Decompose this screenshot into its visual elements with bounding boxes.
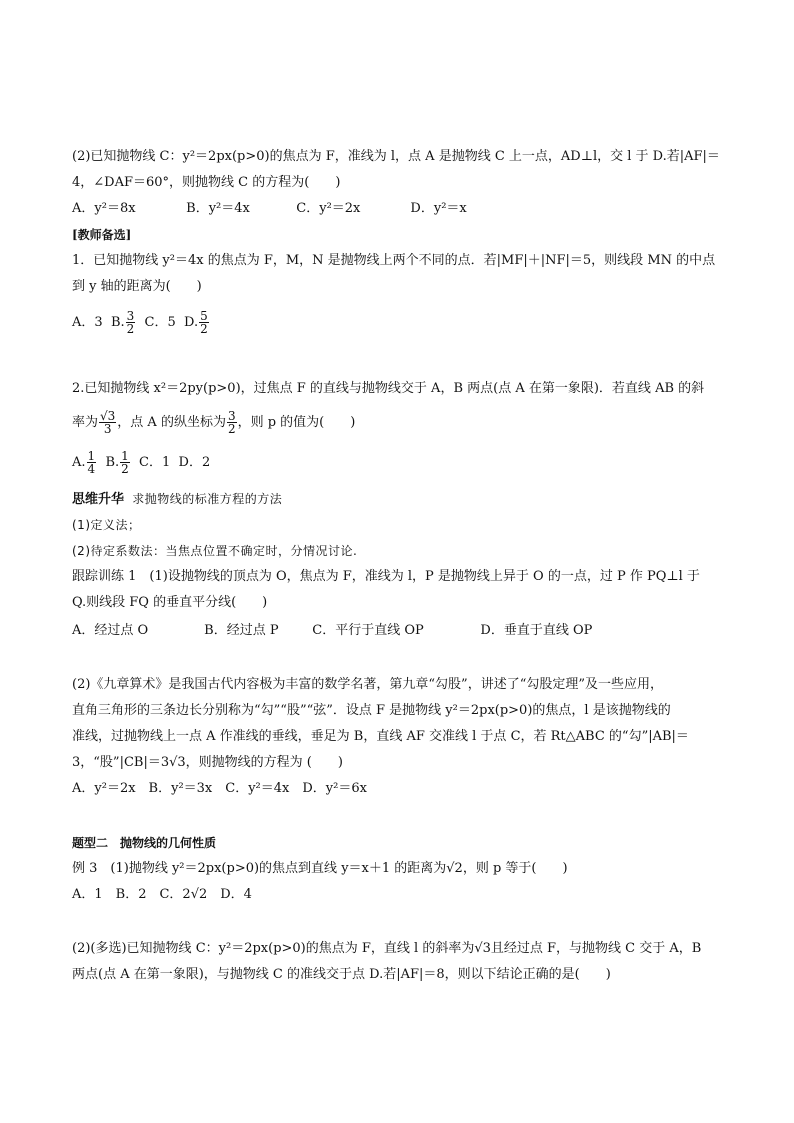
track-text-line2: Q.则线段 FQ 的垂直平分线( ) [72, 595, 268, 610]
t2-y-fraction [227, 410, 237, 435]
t1-option-b[interactable] [110, 309, 136, 336]
t2-text-line2 [72, 410, 355, 435]
t2-option-b[interactable] [105, 449, 130, 476]
t2-text-ycoord: ，点 A 的纵坐标为 [117, 415, 226, 430]
example3-q2-line1: (2)(多选)已知抛物线 C：y²＝2px(p>0)的焦点为 F，直线 l 的斜率为√3且经过点 F，与抛物线 C 交于 A，B [72, 941, 702, 956]
track-option-d[interactable]: D．垂直于直线 OP [480, 623, 593, 638]
q2-option-c[interactable]: C．y²＝2x [296, 201, 361, 216]
t2-option-a-fraction [87, 450, 97, 475]
track2-text-line1: (2)《九章算术》是我国古代内容极为丰富的数学名著，第九章“勾股”，讲述了“勾股定理”及一些应用， [72, 677, 663, 692]
q2-option-d[interactable]: D．y²＝x [410, 201, 467, 216]
fraction-numerator: 3 [227, 409, 236, 423]
fraction-denominator: 2 [200, 322, 208, 336]
q2-options [72, 200, 467, 218]
teacher-header: [教师备选] [72, 228, 132, 242]
t2-text-slope-prefix: 率为 [72, 415, 99, 430]
t1-option-b-fraction [126, 310, 136, 335]
example3-options[interactable]: A．1 B．2 C．2√2 D．4 [72, 887, 252, 902]
t2-text-line1: 2.已知抛物线 x²＝2py(p>0)，过焦点 F 的直线与抛物线交于 A，B 两点(点 A 在第一象限)．若直线 AB 的斜 [72, 381, 705, 396]
t1-option-a[interactable]: A．3 [72, 315, 103, 330]
track2-options[interactable]: A．y²＝2x B．y²＝3x C．y²＝4x D．y²＝6x [72, 781, 367, 796]
example3-q2-line2: 两点(点 A 在第一象限)，与抛物线 C 的准线交于点 D.若|AF|＝8，则以下结论正确的是( ) [72, 967, 611, 982]
t1-text-line1: 1．已知抛物线 y²＝4x 的焦点为 F，M，N 是抛物线上两个不同的点．若|MF|＋|NF|＝5，则线段 MN 的中点 [72, 253, 716, 268]
t1-option-d-prefix: D. [184, 315, 199, 330]
t2-options [72, 450, 210, 475]
fraction-denominator: 2 [126, 322, 135, 336]
track-option-b[interactable]: B．经过点 P [204, 623, 279, 638]
track-option-a[interactable]: A．经过点 O [72, 623, 149, 638]
track-text-line1: 跟踪训练 1 (1)设抛物线的顶点为 O，焦点为 F，准线为 l，P 是抛物线上异于 O 的一点，过 P 作 PQ⊥l 于 [72, 569, 700, 584]
track2-text-line4: 3，“股”|CB|＝3√3，则抛物线的方程为 ( ) [72, 755, 343, 770]
t2-option-a[interactable] [72, 449, 97, 476]
method-subtitle: 求抛物线的标准方程的方法 [132, 492, 283, 506]
example3-text: 例 3 (1)抛物线 y²＝2px(p>0)的焦点到直线 y＝x＋1 的距离为√2，则 p 等于( ) [72, 861, 568, 876]
t2-text-tail: ，则 p 的值为( ) [237, 415, 356, 430]
q2-text-line1: (2)已知抛物线 C：y²＝2px(p>0)的焦点为 F，准线为 l，点 A 是抛物线 C 上一点，AD⊥l，交 l 于 D.若|AF|＝ [72, 149, 720, 164]
fraction-numerator: 3 [126, 309, 135, 323]
q2-option-b[interactable]: B．y²＝4x [186, 201, 250, 216]
fraction-denominator: 2 [121, 462, 129, 476]
fraction-denominator: 2 [227, 422, 236, 436]
track-option-c[interactable]: C．平行于直线 OP [312, 623, 424, 638]
track2-text-line3: 准线，过抛物线上一点 A 作准线的垂线，垂足为 B，直线 AF 交准线 l 于点 C，若 Rt△ABC 的“勾”|AB|＝ [72, 729, 689, 744]
fraction-numerator: 1 [87, 449, 96, 463]
t2-slope-fraction [99, 410, 116, 435]
t1-options [72, 310, 210, 335]
method-heading [72, 490, 282, 509]
t1-option-b-prefix: B. [110, 315, 125, 330]
t2-option-a-prefix: A. [72, 455, 86, 470]
method-item-1: (1)定义法； [72, 518, 141, 532]
t2-option-b-fraction [120, 450, 130, 475]
t1-option-d[interactable] [184, 309, 210, 336]
fraction-denominator: 4 [87, 462, 96, 476]
q2-option-a[interactable]: A．y²＝8x [72, 201, 136, 216]
track2-text-line2: 直角三角形的三条边长分别称为“勾”“股”“弦”．设点 F 是抛物线 y²＝2px(p>0)的焦点，l 是该抛物线的 [72, 703, 671, 718]
t2-option-d[interactable]: D．2 [178, 455, 211, 470]
q2-text-line2: 4，∠DAF＝60°，则抛物线 C 的方程为( ) [72, 175, 341, 190]
method-title: 思维升华 [72, 492, 125, 507]
fraction-denominator: 3 [103, 422, 112, 436]
track-options [72, 622, 592, 640]
t1-option-d-fraction [199, 310, 209, 335]
t1-text-line2: 到 y 轴的距离为( ) [72, 279, 202, 294]
fraction-numerator: 1 [121, 449, 129, 463]
fraction-numerator: √3 [100, 409, 116, 423]
type2-header: 题型二 抛物线的几何性质 [72, 836, 217, 850]
t2-option-c[interactable]: C．1 [139, 455, 171, 470]
t1-option-c[interactable]: C．5 [144, 315, 176, 330]
t2-option-b-prefix: B. [105, 455, 120, 470]
fraction-numerator: 5 [200, 309, 208, 323]
method-item-2: (2)待定系数法：当焦点位置不确定时，分情况讨论. [72, 544, 358, 558]
